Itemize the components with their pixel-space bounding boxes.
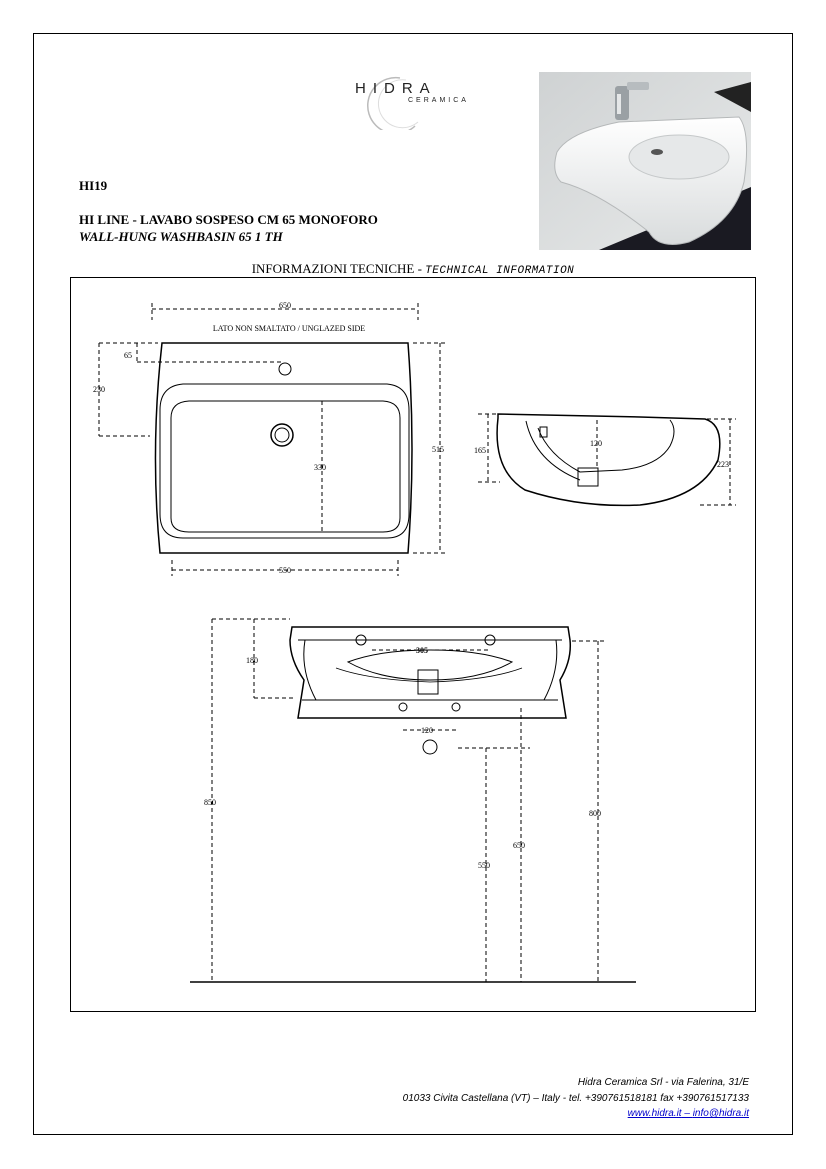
dim-550-front: 550 bbox=[478, 861, 490, 870]
dim-800: 800 bbox=[589, 809, 601, 818]
email-link[interactable]: info@hidra.it bbox=[692, 1108, 749, 1119]
dim-230: 230 bbox=[93, 385, 105, 394]
dim-650: 650 bbox=[513, 841, 525, 850]
footer-company: Hidra Ceramica Srl - via Falerina, 31/E bbox=[577, 1077, 749, 1088]
footer-contacts bbox=[628, 1108, 749, 1119]
product-code: HI19 bbox=[79, 178, 108, 193]
logo-subtitle: CERAMICA bbox=[408, 97, 469, 104]
front-view bbox=[190, 619, 636, 982]
dim-515: 515 bbox=[432, 445, 444, 454]
logo-name: HIDRA bbox=[355, 80, 437, 97]
dim-223: 223 bbox=[717, 460, 729, 469]
section-label-english: TECHNICAL INFORMATION bbox=[425, 265, 575, 277]
side-view bbox=[478, 414, 736, 505]
dim-305: 305 bbox=[416, 646, 428, 655]
footer-address: 01033 Civita Castellana (VT) – Italy - tel. +390761518181 fax +390761517133 bbox=[402, 1093, 749, 1104]
dim-120-front: 120 bbox=[421, 726, 433, 735]
top-view bbox=[99, 303, 448, 576]
product-title-english: WALL-HUNG WASHBASIN 65 1 TH bbox=[79, 229, 283, 244]
unglazed-side-note: LATO NON SMALTATO / UNGLAZED SIDE bbox=[212, 324, 366, 333]
dim-65: 65 bbox=[124, 351, 132, 360]
dim-850: 850 bbox=[204, 798, 216, 807]
footer-separator: – bbox=[681, 1108, 693, 1119]
dim-550: 550 bbox=[279, 566, 291, 575]
section-label-italian: INFORMAZIONI TECNICHE - bbox=[251, 261, 426, 276]
dim-width-650: 650 bbox=[279, 301, 291, 310]
dim-120-side: 120 bbox=[590, 439, 602, 448]
dim-180: 180 bbox=[246, 656, 258, 665]
dim-330: 330 bbox=[314, 463, 326, 472]
product-title-italian: HI LINE - LAVABO SOSPESO CM 65 MONOFORO bbox=[79, 212, 378, 227]
website-link[interactable]: www.hidra.it bbox=[627, 1108, 682, 1119]
dim-165: 165 bbox=[474, 446, 486, 455]
